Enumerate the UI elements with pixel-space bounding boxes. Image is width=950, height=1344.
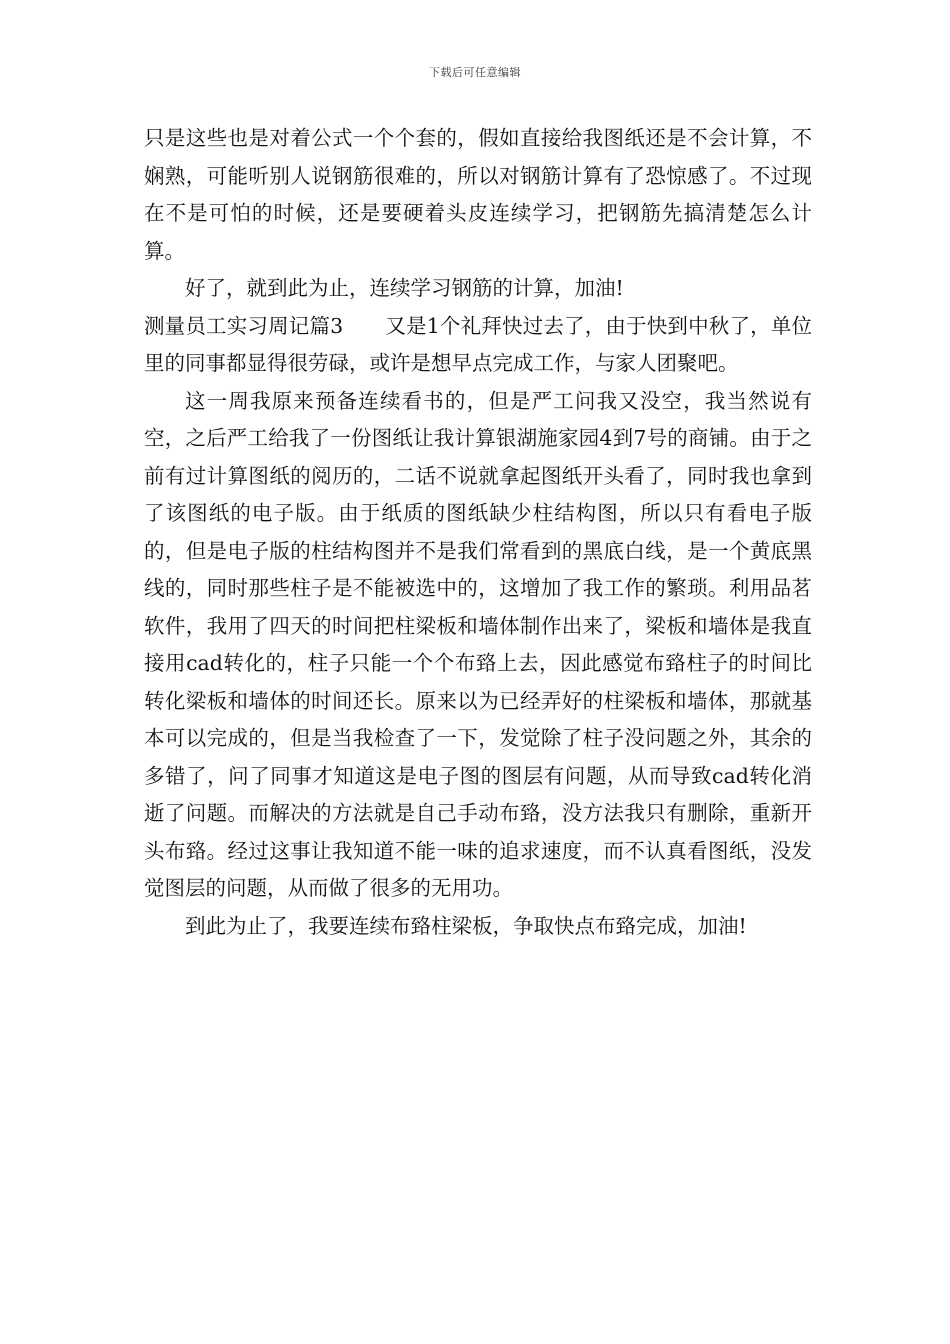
- paragraph-2: 好了，就到此为止，连续学习钢筋的计算，加油!: [185, 276, 624, 300]
- paragraph-3: [144, 308, 812, 383]
- paragraph-5: 到此为止了，我要连续布臵柱梁板，争取快点布臵完成，加油!: [185, 913, 747, 938]
- paragraph-1: 只是这些也是对着公式一个个套的，假如直接给我图纸还是不会计算，不娴熟，可能听别人说钢筋很难的，所以对钢筋计算有了恐惊感了。不过现在不是可怕的时候，还是要硬着头皮连续学习，把钢筋先搞清楚怎么计算。: [144, 126, 812, 263]
- document-body: [144, 120, 812, 945]
- section-title: 测量员工实习周记篇3: [144, 313, 344, 338]
- paragraph-4: 这一周我原来预备连续看书的，但是严工问我又没空，我当然说有空，之后严工给我了一份图纸让我计算银湖施家园4到7号的商铺。由于之前有过计算图纸的阅历的，二话不说就拿起图纸开头看了，同时我也拿到了该图纸的电子版。由于纸质的图纸缺少柱结构图，所以只有看电子版的，但是电子版的柱结构图并不是我们常看到的黑底白线，是一个黄底黑线的，同时那些柱子是不能被选中的，这增加了我工作的繁琐。利用品茗软件，我用了四天的时间把柱梁板和墙体制作出来了，梁板和墙体是我直接用cad转化的，柱子只能一个个布臵上去，因此感觉布臵柱子的时间比转化梁板和墙体的时间还长。原来以为已经弄好的柱梁板和墙体，那就基本可以完成的，但是当我检查了一下，发觉除了柱子没问题之外，其余的多错了，问了同事才知道这是电子图的图层有问题，从而导致cad转化消逝了问题。而解决的方法就是自己手动布臵，没方法我只有删除，重新开头布臵。经过这事让我知道不能一味的追求速度，而不认真看图纸，没发觉图层的问题，从而做了很多的无用功。: [144, 388, 812, 900]
- page-header: 下载后可任意编辑: [429, 66, 521, 79]
- paragraph-3-text: 又是1个礼拜快过去了，由于快到中秋了，单位里的同事都显得很劳碌，或许是想早点完成工作，与家人团聚吧。: [144, 313, 812, 375]
